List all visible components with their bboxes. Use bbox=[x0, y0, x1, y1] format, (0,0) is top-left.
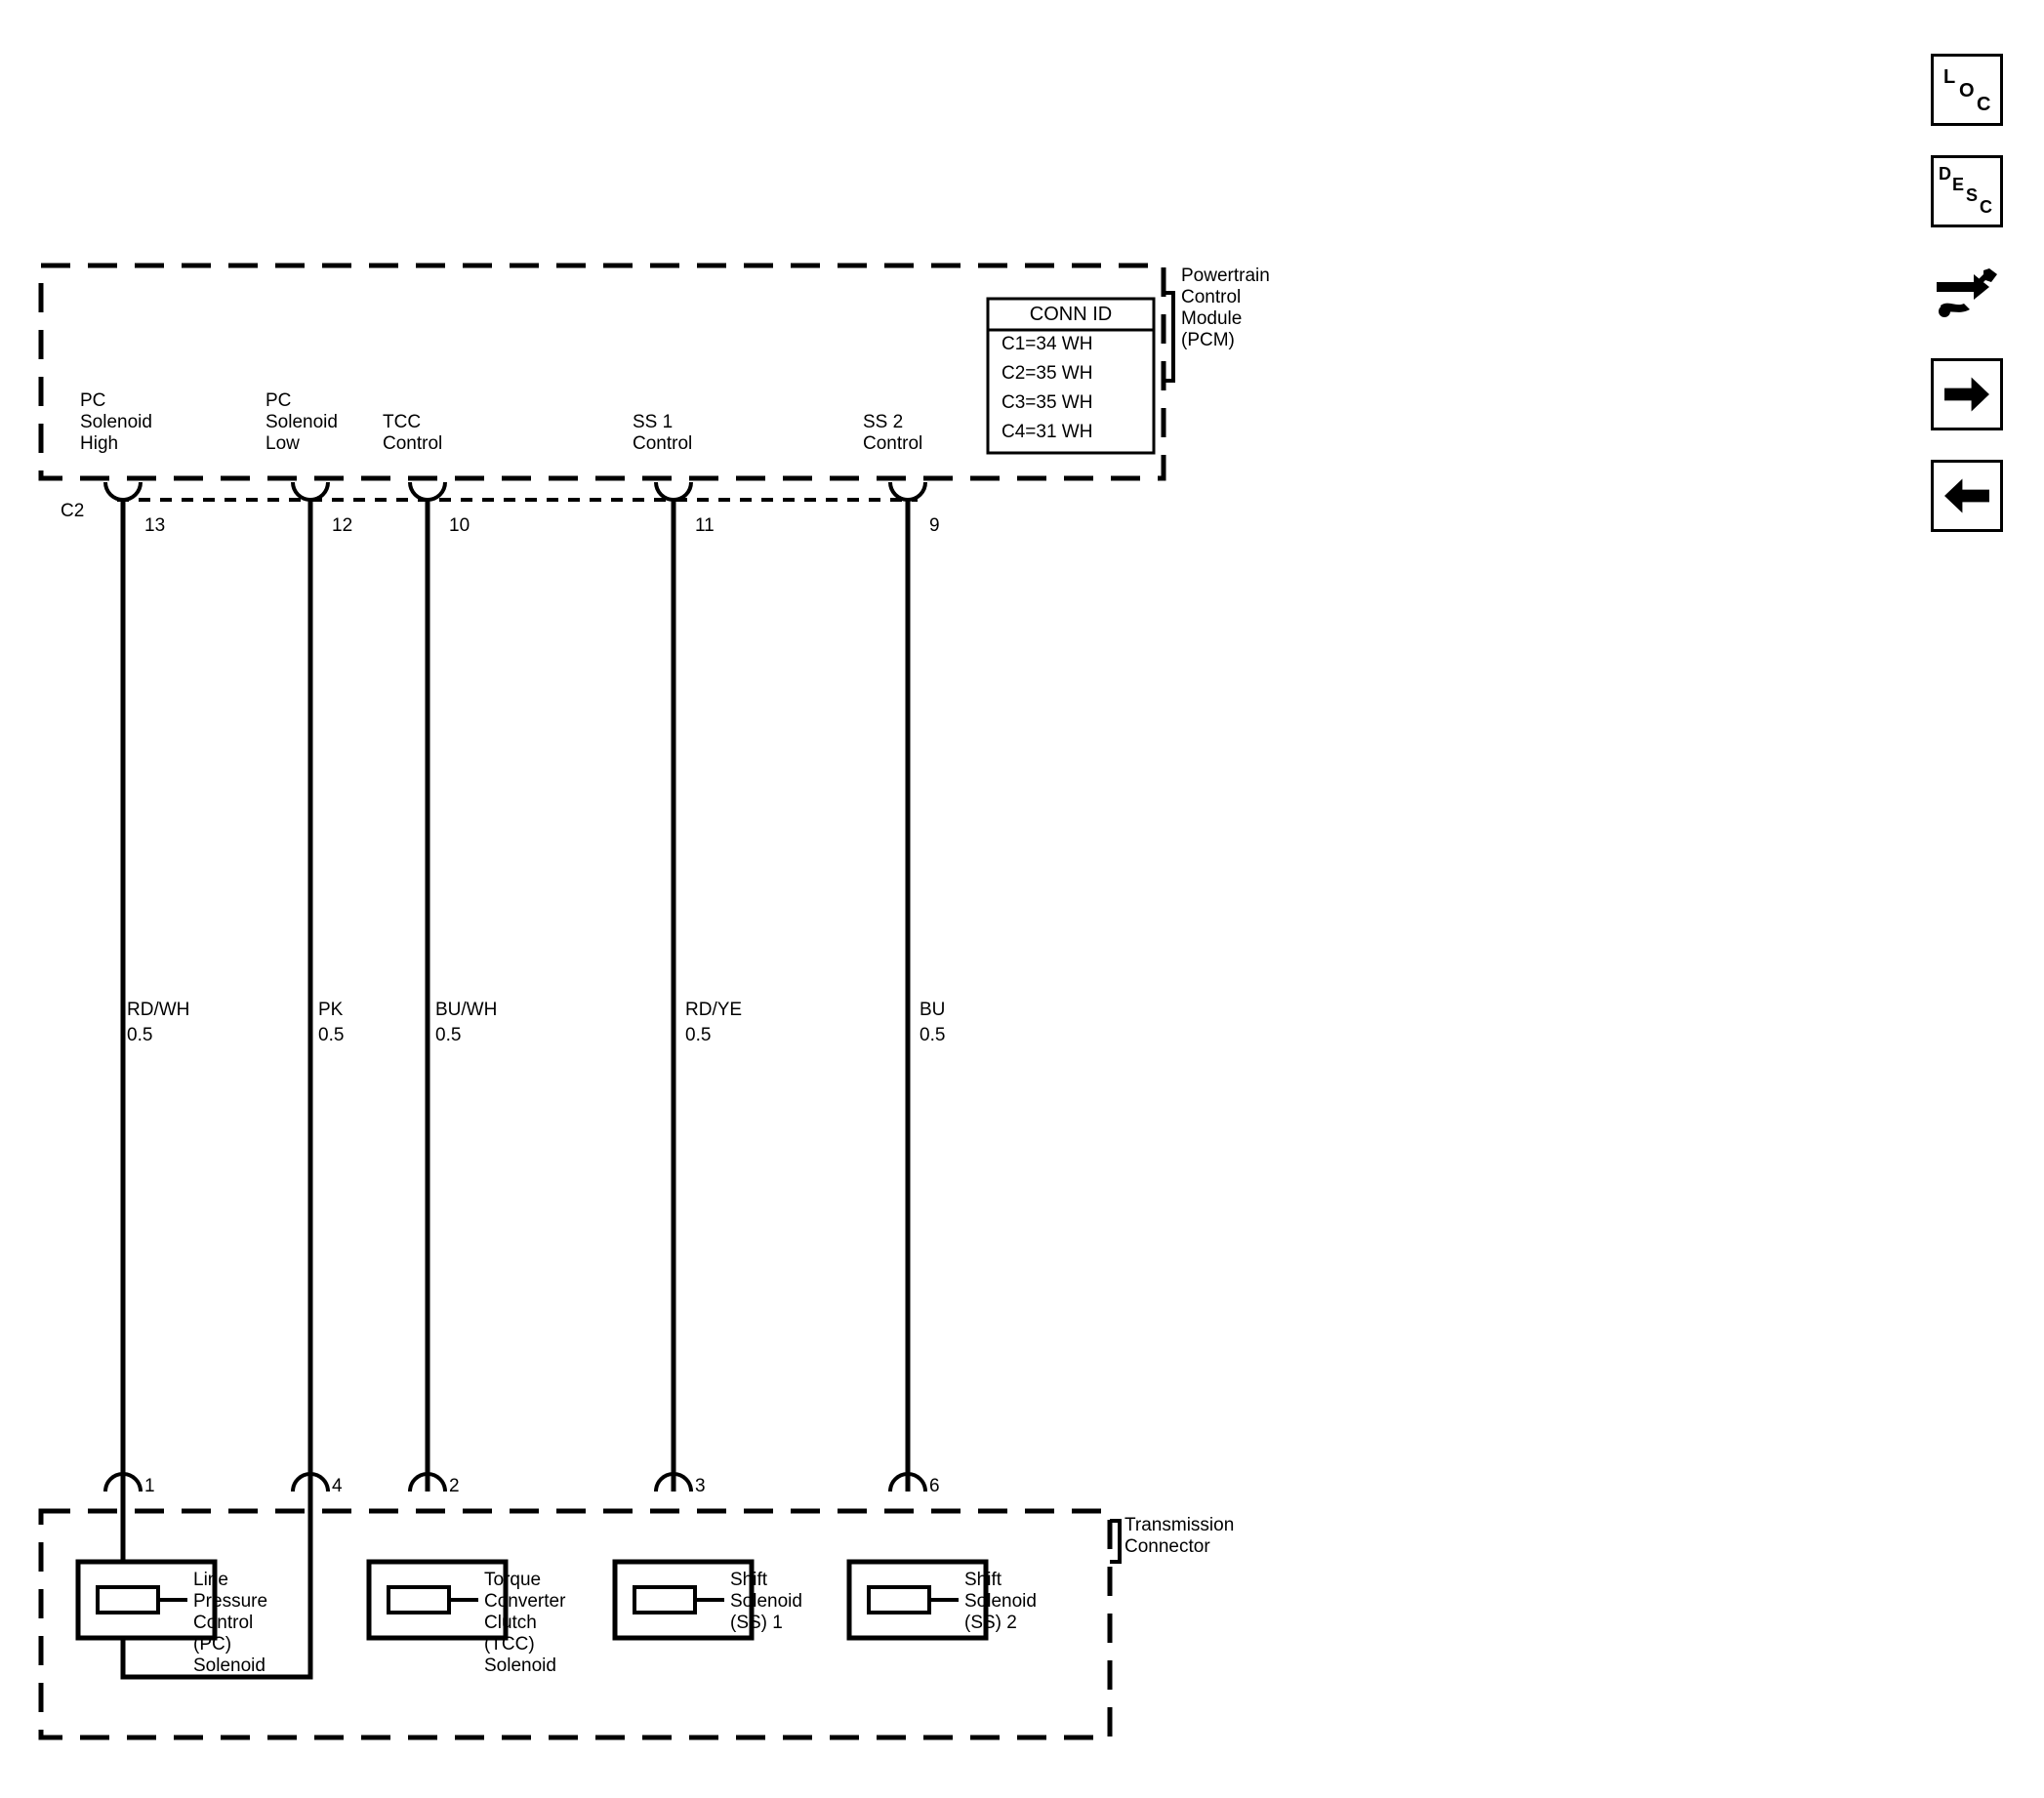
wire-label-color-5: BU bbox=[920, 1000, 946, 1020]
loc-icon bbox=[1934, 57, 2000, 123]
solenoid-label-ss2-line3: (SS) 2 bbox=[964, 1613, 1017, 1633]
pcm-pin-number-13: 13 bbox=[144, 515, 166, 536]
pcm-terminal-label-11-line2: Control bbox=[633, 433, 693, 454]
pcm-pin-number-11: 11 bbox=[695, 515, 715, 536]
previous-button[interactable] bbox=[1931, 460, 2003, 532]
pcm-pin-number-9: 9 bbox=[929, 515, 940, 536]
desc-letter-c: C bbox=[1980, 197, 1992, 217]
solenoid-label-ss1-line1: Shift bbox=[730, 1570, 768, 1590]
pcm-terminal-label-12-line1: PC bbox=[266, 390, 292, 411]
loc-letter-l: L bbox=[1943, 66, 1956, 88]
transmission-connector-label-line1: Transmission bbox=[1124, 1515, 1235, 1535]
tools-button[interactable] bbox=[1931, 257, 2003, 329]
trans-pin-number-4: 4 bbox=[332, 1476, 343, 1496]
solenoid-label-tcc-line4: (TCC) bbox=[484, 1634, 535, 1655]
wire-label-color-4: RD/YE bbox=[685, 1000, 743, 1020]
pcm-terminal-label-12-line3: Low bbox=[266, 433, 300, 454]
pcm-terminal-arc-12 bbox=[293, 482, 328, 500]
pcm-label-line-3: Module bbox=[1181, 308, 1243, 329]
trans-pin-number-1: 1 bbox=[144, 1476, 155, 1496]
transmission-connector-label-line2: Connector bbox=[1124, 1536, 1210, 1557]
desc-letter-e: E bbox=[1952, 175, 1965, 194]
solenoid-label-ss1-line2: Solenoid bbox=[730, 1591, 802, 1612]
solenoid-label-tcc-line2: Converter bbox=[484, 1591, 566, 1612]
solenoid-label-pc-line2: Pressure bbox=[193, 1591, 268, 1612]
solenoid-label-ss2-line1: Shift bbox=[964, 1570, 1002, 1590]
desc-button[interactable] bbox=[1931, 155, 2003, 227]
next-button[interactable] bbox=[1931, 358, 2003, 430]
solenoid-coil-ss2 bbox=[869, 1587, 929, 1613]
solenoid-coil-tcc bbox=[388, 1587, 449, 1613]
pcm-label-line-4: (PCM) bbox=[1181, 330, 1235, 350]
trans-pin-number-3: 3 bbox=[695, 1476, 706, 1496]
wire-label-color-3: BU/WH bbox=[435, 1000, 498, 1020]
conn-id-title: CONN ID bbox=[1029, 304, 1113, 325]
trans-pin-number-2: 2 bbox=[449, 1476, 460, 1496]
wire-label-gauge-4: 0.5 bbox=[685, 1025, 712, 1045]
pcm-terminal-label-10-line1: TCC bbox=[383, 412, 422, 432]
solenoid-label-ss1-line3: (SS) 1 bbox=[730, 1613, 783, 1633]
pcm-terminal-label-9-line1: SS 2 bbox=[863, 412, 904, 432]
solenoid-label-ss2-line2: Solenoid bbox=[964, 1591, 1037, 1612]
conn-id-row-1: C1=34 WH bbox=[1002, 334, 1093, 354]
pcm-terminal-arc-10 bbox=[410, 482, 445, 500]
pcm-terminal-label-11-line1: SS 1 bbox=[633, 412, 674, 432]
solenoid-label-pc-line4: (PC) bbox=[193, 1634, 232, 1655]
solenoid-label-tcc-line1: Torque bbox=[484, 1570, 542, 1590]
pcm-connector-ref: C2 bbox=[61, 501, 85, 521]
wire-label-color-1: RD/WH bbox=[127, 1000, 190, 1020]
wire-label-gauge-3: 0.5 bbox=[435, 1025, 462, 1045]
desc-letter-s: S bbox=[1966, 185, 1979, 205]
wire-label-gauge-5: 0.5 bbox=[920, 1025, 946, 1045]
loc-letter-o: O bbox=[1959, 80, 1975, 102]
toolbar bbox=[1931, 54, 2007, 561]
wire-label-gauge-1: 0.5 bbox=[127, 1025, 153, 1045]
pcm-terminal-label-13-line2: Solenoid bbox=[80, 412, 152, 432]
wire-label-color-2: PK bbox=[318, 1000, 344, 1020]
conn-id-row-3: C3=35 WH bbox=[1002, 392, 1093, 413]
loc-letter-c: C bbox=[1977, 94, 1991, 115]
pcm-pin-number-10: 10 bbox=[449, 515, 470, 536]
pcm-terminal-label-10-line2: Control bbox=[383, 433, 443, 454]
solenoid-label-tcc-line3: Clutch bbox=[484, 1613, 537, 1633]
wire-label-gauge-2: 0.5 bbox=[318, 1025, 345, 1045]
pcm-terminal-arc-13 bbox=[105, 482, 141, 500]
pcm-pin-number-12: 12 bbox=[332, 515, 353, 536]
solenoid-label-pc-line1: Line bbox=[193, 1570, 228, 1590]
wrench-arrow-icon bbox=[1931, 257, 2003, 329]
pcm-terminal-label-13-line1: PC bbox=[80, 390, 106, 411]
pcm-terminal-label-12-line2: Solenoid bbox=[266, 412, 338, 432]
pcm-label-line-2: Control bbox=[1181, 287, 1242, 307]
pcm-label-line-1: Powertrain bbox=[1181, 266, 1270, 286]
conn-id-row-4: C4=31 WH bbox=[1002, 422, 1093, 442]
desc-icon bbox=[1934, 158, 2000, 225]
solenoid-coil-pc bbox=[98, 1587, 158, 1613]
arrow-left-icon bbox=[1934, 463, 2000, 529]
solenoid-label-pc-line3: Control bbox=[193, 1613, 254, 1633]
pcm-terminal-arc-9 bbox=[890, 482, 925, 500]
solenoid-coil-ss1 bbox=[634, 1587, 695, 1613]
pcm-terminal-label-13-line3: High bbox=[80, 433, 119, 454]
pcm-terminal-label-9-line2: Control bbox=[863, 433, 923, 454]
loc-button[interactable] bbox=[1931, 54, 2003, 126]
solenoid-label-tcc-line5: Solenoid bbox=[484, 1655, 556, 1676]
pcm-terminal-arc-11 bbox=[656, 482, 691, 500]
conn-id-row-2: C2=35 WH bbox=[1002, 363, 1093, 384]
trans-pin-number-6: 6 bbox=[929, 1476, 940, 1496]
solenoid-label-pc-line5: Solenoid bbox=[193, 1655, 266, 1676]
desc-letter-d: D bbox=[1939, 164, 1951, 184]
arrow-right-icon bbox=[1934, 361, 2000, 428]
